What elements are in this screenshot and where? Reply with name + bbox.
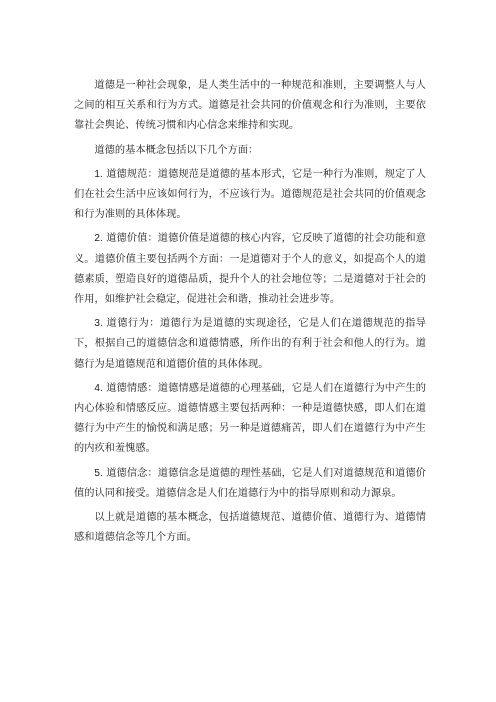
paragraph-text: 道德价值：道德价值是道德的核心内容，它反映了道德的社会功能和意义。道德价值主要包括两个方面：一是道德对于个人的意义，如提高个人的道德素质，塑造良好的道德品质，提升个人的社会地位等；二是道德对于社会的作用，如维护社会稳定，促进社会和谐，推动社会进步等。 — [74, 233, 426, 306]
paragraph-text: 道德情感：道德情感是道德的心理基础，它是人们在道德行为中产生的内心体验和情感反应。道德情感主要包括两种：一种是道德快感，即人们在道德行为中产生的愉悦和满足感；另一种是道德痛苦，即人们在道德行为中产生的内疚和羞愧感。 — [74, 382, 426, 455]
item-number: 4. — [94, 382, 103, 394]
paragraph-text: 道德的基本概念包括以下几个方面： — [94, 144, 259, 156]
paragraph-item-1 — [74, 165, 426, 226]
paragraph-conclusion — [74, 508, 426, 548]
document-body — [74, 76, 426, 552]
paragraph-item-2 — [74, 229, 426, 310]
paragraph-overview — [74, 141, 426, 161]
paragraph-text: 道德是一种社会现象，是人类生活中的一种规范和准则，主要调整人与人之间的相互关系和行为方式。道德是社会共同的价值观念和行为准则，主要依靠社会舆论、传统习惯和内心信念来维持和实现。 — [74, 80, 426, 132]
paragraph-text: 道德行为：道德行为是道德的实现途径，它是人们在道德规范的指导下，根据自己的道德信念和道德情感，所作出的有利于社会和他人的行为。道德行为是道德规范和道德价值的具体体现。 — [74, 318, 426, 370]
paragraph-item-5 — [74, 464, 426, 504]
paragraph-item-4 — [74, 379, 426, 460]
paragraph-intro — [74, 76, 426, 137]
paragraph-text: 以上就是道德的基本概念，包括道德规范、道德价值、道德行为、道德情感和道德信念等几个方面。 — [74, 512, 426, 544]
paragraph-text: 道德信念：道德信念是道德的理性基础，它是人们对道德规范和道德价值的认同和接受。道德信念是人们在道德行为中的指导原则和动力源泉。 — [74, 467, 426, 499]
paragraph-text: 道德规范：道德规范是道德的基本形式，它是一种行为准则，规定了人们在社会生活中应该如何行为，不应该行为。道德规范是社会共同的价值观念和行为准则的具体体现。 — [74, 168, 426, 221]
paragraph-item-3 — [74, 314, 426, 375]
item-number: 2. — [94, 233, 103, 245]
item-number: 1. — [94, 168, 103, 180]
item-number: 3. — [94, 318, 103, 330]
item-number: 5. — [94, 467, 103, 479]
